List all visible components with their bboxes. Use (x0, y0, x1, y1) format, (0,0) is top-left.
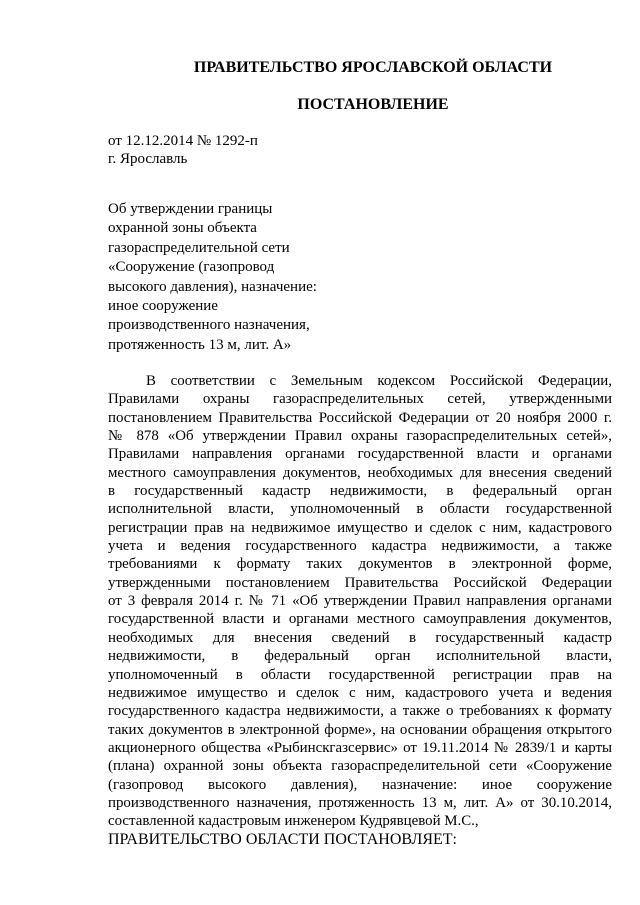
date-number: от 12.12.2014 № 1292-п (108, 133, 258, 149)
body-line: таких документов в электронной форме», на основании обращения открытого (108, 721, 612, 738)
body-line: постановлением Правительства Российской Федерации от 20 ноября 2000 г. (108, 409, 612, 426)
body-line: № 878 «Об утверждении Правил охраны газораспределительных сетей», (108, 428, 612, 445)
body-line: государственного кадастра недвижимости, а также о требованиях к формату (108, 703, 612, 720)
body-line: от 3 февраля 2014 г. № 71 «Об утверждении Правил направления органами (108, 593, 612, 610)
body-line: утвержденными постановлением Правительства Российской Федерации (108, 574, 612, 591)
title-line: газораспределительной сети (108, 239, 290, 256)
body-line: недвижимости, в федеральный орган исполнительной власти, (108, 648, 612, 665)
body-line: (газопровод высокого давления), назначение: иное сооружение (108, 776, 612, 793)
resolution-line: ПРАВИТЕЛЬСТВО ОБЛАСТИ ПОСТАНОВЛЯЕТ: (108, 830, 457, 848)
title-line: «Сооружение (газопровод (108, 259, 275, 276)
body-line: исполнительной власти, уполномоченный в области государственной (108, 501, 612, 518)
body-line: Правилами охраны газораспределительных сетей, утвержденными (108, 391, 612, 408)
body-line: в государственный кадастр недвижимости, в федеральный орган (108, 483, 612, 500)
body-line: местного самоуправления документов, необходимых для внесения сведений (108, 464, 612, 481)
title-line: Об утверждении границы (108, 201, 273, 217)
body-paragraph (108, 372, 612, 849)
body-line: недвижимое имущество и сделок с ним, кадастрового учета и ведения (108, 684, 612, 701)
body-line: В соответствии с Земельным кодексом Российской Федерации, (146, 373, 612, 389)
body-line: учета и ведения государственного кадастра недвижимости, а также (108, 538, 612, 555)
body-line: необходимых для внесения сведений в государственный кадастр (108, 629, 612, 646)
body-line: уполномоченный в области государственной регистрации прав на (108, 666, 612, 683)
title-line: высокого давления), назначение: (108, 278, 317, 295)
government-heading: ПРАВИТЕЛЬСТВО ЯРОСЛАВСКОЙ ОБЛАСТИ (193, 59, 553, 76)
body-line: акционерного общества «Рыбинскгазсервис» от 19.11.2014 № 2839/1 и карты (108, 739, 612, 756)
title-line: охранной зоны объекта (108, 220, 257, 237)
document-title (108, 200, 348, 355)
title-line: иное сооружение (108, 298, 218, 315)
body-line: требованиями к формату таких документов в электронной форме, (108, 556, 612, 573)
document-type-heading: ПОСТАНОВЛЕНИЕ (297, 96, 449, 113)
body-line: государственной власти и органами местного самоуправления документов, (108, 611, 612, 628)
body-line: Правилами направления органами государственной власти и органами (108, 446, 612, 463)
title-line: производственного назначения, (108, 317, 310, 334)
body-line: составленной кадастровым инженером Кудрявцевой М.С., (108, 813, 479, 830)
body-line: регистрации прав на недвижимое имущество и сделок с ним, кадастрового (108, 519, 612, 536)
title-line: протяженность 13 м, лит. А» (108, 336, 292, 353)
city: г. Ярославль (108, 151, 188, 167)
body-line: (плана) охранной зоны объекта газораспределительной сети «Сооружение (108, 758, 612, 775)
body-line: производственного назначения, протяженность 13 м, лит. А» от 30.10.2014, (108, 794, 612, 811)
